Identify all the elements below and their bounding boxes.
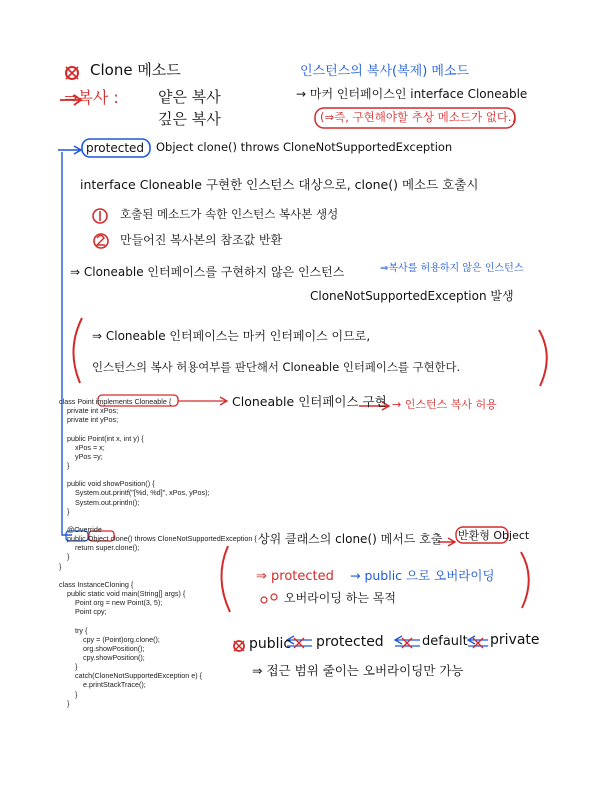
code-line: public Object clone() throws CloneNotSupportedException {: [59, 534, 257, 544]
note-title: Clone 메소드: [90, 61, 181, 79]
code-line: public Point(int x, int y) {: [59, 433, 144, 443]
code-line: [59, 616, 359, 625]
code-line: }: [59, 698, 70, 708]
code-line: }: [59, 662, 78, 672]
access-private: private: [490, 632, 540, 648]
narrowing-note: ⇒ 접근 범위 줄이는 오버라이딩만 가능: [252, 663, 464, 678]
code-line: [59, 424, 359, 433]
code-line: }: [59, 552, 70, 562]
code-line: catch(CloneNotSupportedException e) {: [59, 671, 203, 681]
impl-annotation: Cloneable 인터페이스 구현: [232, 394, 387, 409]
no-impl-line: ⇒ Cloneable 인터페이스를 구현하지 않은 인스턴스: [70, 265, 345, 279]
copy-label: ⇒복사 :: [64, 88, 119, 107]
blue-arrow-icon: [468, 636, 488, 646]
access-default: default: [422, 634, 468, 649]
code-line: try {: [59, 625, 88, 635]
no-impl-blue: ⇒복사를 허용하지 않은 인스턴스: [380, 263, 524, 274]
code-line: public static void main(String[] args) {: [59, 588, 186, 598]
code-line: cpy = (Point)org.clone();: [59, 634, 160, 644]
access-public: public: [249, 636, 292, 652]
code-line: System.out.printf("[%d, %d]", xPos, yPos);: [59, 488, 210, 498]
marker-note: (⇒즉, 구현해야할 추상 메소드가 없다.): [320, 110, 517, 124]
code-line: org.showPosition();: [59, 643, 145, 653]
code-line: cpy.showPosition();: [59, 652, 145, 662]
code-line: e.printStackTrace();: [59, 680, 146, 690]
marker-para-2: 인스턴스의 복사 허용여부를 판단해서 Cloneable 인터페이스를 구현한다.: [92, 360, 461, 374]
impl-annotation-arrow: → 인스턴스 복사 허용: [392, 398, 497, 411]
blue-arrow-icon: [395, 636, 420, 646]
code-line: [59, 516, 359, 525]
code-line: }: [59, 460, 70, 470]
code-line: return super.clone();: [59, 543, 140, 553]
code-line: Point cpy;: [59, 607, 107, 617]
super-call-note: 상위 클래스의 clone() 메서드 호출: [258, 532, 443, 546]
code-line: [59, 470, 359, 479]
code-line: class Point implements Cloneable {: [59, 397, 172, 406]
marker-para-1: ⇒ Cloneable 인터페이스는 마커 인터페이스 이므로,: [92, 329, 371, 343]
signature-protected: protected: [86, 141, 145, 155]
number-two-icon: [94, 234, 108, 248]
bracket-right: [539, 330, 547, 386]
number-one-icon: [93, 209, 107, 223]
step-one: 호출된 메소드가 속한 인스턴스 복사본 생성: [120, 207, 339, 221]
code-block: [59, 397, 359, 708]
override-reason: 오버라이딩 하는 목적: [284, 591, 396, 605]
code-line: Point org = new Point(3, 5);: [59, 598, 163, 608]
public-override: → public 으로 오버라이딩: [350, 568, 495, 583]
code-line: public void showPosition() {: [59, 479, 155, 489]
access-protected: protected: [316, 634, 384, 650]
bracket-right: [521, 552, 529, 608]
marker-interface-note: → 마커 인터페이스인 interface Cloneable: [296, 87, 528, 101]
signature-rest: Object clone() throws CloneNotSupportedException: [156, 140, 453, 154]
code-line: }: [59, 506, 70, 516]
star-bullet-icon: [66, 67, 78, 79]
protected-override: ⇒ protected: [256, 569, 334, 584]
code-line: }: [59, 561, 62, 571]
code-line: System.out.println();: [59, 497, 140, 507]
code-line: private int yPos;: [59, 415, 119, 425]
code-line: xPos = x;: [59, 442, 105, 452]
impl-line: interface Cloneable 구현한 인스턴스 대상으로, clone() 메소드 호출시: [80, 177, 479, 192]
code-line: }: [59, 689, 78, 699]
returned-type: 반환형 Object: [458, 529, 530, 542]
code-line: yPos =y;: [59, 451, 103, 461]
step-two: 만들어진 복사본의 참조값 반환: [120, 233, 283, 247]
code-line: @Override: [59, 524, 102, 534]
code-line: private int xPos;: [59, 406, 119, 416]
blue-title: 인스턴스의 복사(복제) 메소드: [300, 64, 470, 79]
deep-copy: 깊은 복사: [158, 110, 221, 128]
shallow-copy: 얕은 복사: [158, 88, 221, 106]
bracket-left: [73, 318, 82, 383]
code-line: class InstanceCloning {: [59, 579, 134, 589]
exception-line: CloneNotSupportedException 발생: [310, 289, 514, 303]
code-line: [59, 571, 359, 580]
